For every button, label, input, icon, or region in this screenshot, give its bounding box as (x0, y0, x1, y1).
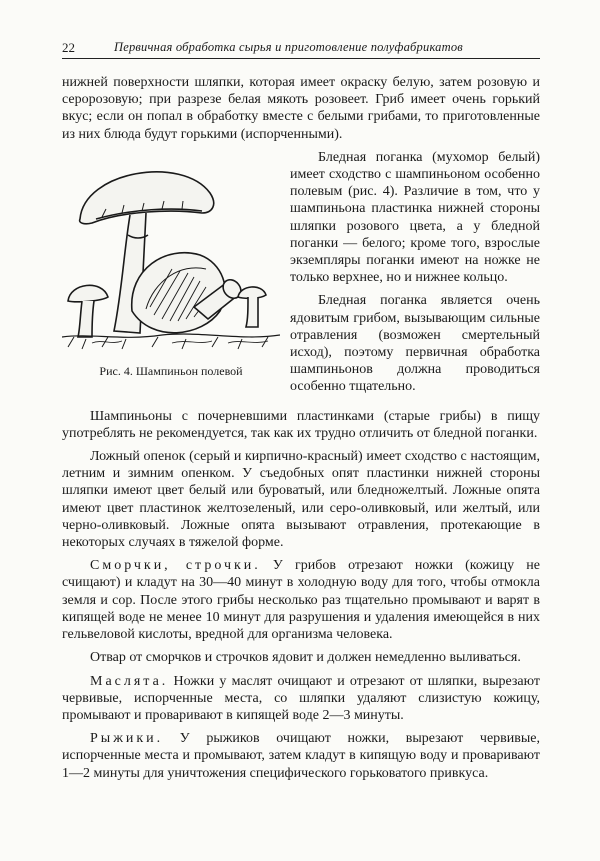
paragraph-8-text: Ножки у маслят очищают и отрезают от шляпки, вырезают червивые, испорченные места, со шляпки удаляют слизистую кожицу, промывают и проваривают в кипящей воде 2—3 минуты. (62, 673, 540, 723)
paragraph-9 (62, 730, 540, 782)
paragraph-6-text: У грибов отрезают ножки (кожицу не счищают) и кладут на 30—40 минут в холодную воду для того, чтобы отмокла земля и сор. После этого грибы несколько раз тщательно промывают и варят в кипящей воде не менее 10 минут для разрушения и удаления имеющейся в них гельвеловой кислоты, вредной для организма человека. (62, 558, 540, 643)
running-header (62, 40, 540, 59)
section-lead-maslyata: Маслята. (90, 673, 169, 689)
body-text (62, 74, 540, 788)
section-lead-smorchki: Сморчки, строчки. (90, 558, 261, 574)
paragraph-6 (62, 557, 540, 643)
paragraph-1: нижней поверхности шляпки, которая имеет окраску белую, затем розовую и серорозовую; при разрезе белая мякоть розовеет. Гриб имеет очень горький вкус; если он попал в обработку вместе с белыми грибами, то приготовленные из них блюда будут горькими (испорченными). (62, 75, 540, 142)
running-title: Первичная обработка сырья и приготовление полуфабрикатов (114, 40, 463, 54)
paragraph-5: Ложный опенок (серый и кирпично-красный) имеет сходство с настоящим, летним и зимним опенком. У съедобных опят пластинки нижней стороны шляпки имеют цвет белый или буроватый, или бледножелтый. Ложные опята имеют цвет пластинок желтозеленый, или серо-оливковый, или желтый, или черно-оливковый. Ложные опята вызывают отравления, протекающие в некоторых случаях в тяжелой форме. (62, 449, 540, 551)
figure-4 (62, 151, 280, 381)
paragraph-9-text: У рыжиков очищают ножки, вырезают червивые, испорченные места и промывают, затем кладут в кипящую воду и проваривают 1—2 минуты для уничтожения специфического горьковатого привкуса. (62, 731, 540, 781)
paragraph-4: Шампиньоны с почерневшими пластинками (старые грибы) в пищу употреблять не рекомендуется, так как их трудно отличить от бледной поганки. (62, 408, 540, 441)
mushroom-illustration-icon (62, 151, 280, 361)
figure-section (62, 149, 540, 402)
paragraph-3: Бледная поганка является очень ядовитым грибом, вызывающим сильные отравления (возможен смертельный исход), поэтому первичная обработка шампиньонов должна проводиться особенно тщательно. (290, 293, 540, 395)
figure-caption: Рис. 4. Шампиньон полевой (99, 363, 243, 378)
paragraph-2: Бледная поганка (мухомор белый) имеет сходство с шампиньоном особенно полевым (рис. 4). Различие в том, что у шампиньона пластинка нижней стороны шляпки розового цвета, а у бледной поганки — белого; кроме того, взрослые экземпляры поганки имеют на ножке не только верхнее, но и нижнее кольцо. (290, 149, 540, 286)
paragraph-7: Отвар от сморчков и строчков ядовит и должен немедленно выливаться. (90, 650, 521, 666)
paragraph-8 (62, 673, 540, 725)
page-number: 22 (62, 40, 75, 55)
section-lead-ryzhiki: Рыжики. (90, 731, 164, 747)
large-mushroom-cap (80, 172, 214, 224)
